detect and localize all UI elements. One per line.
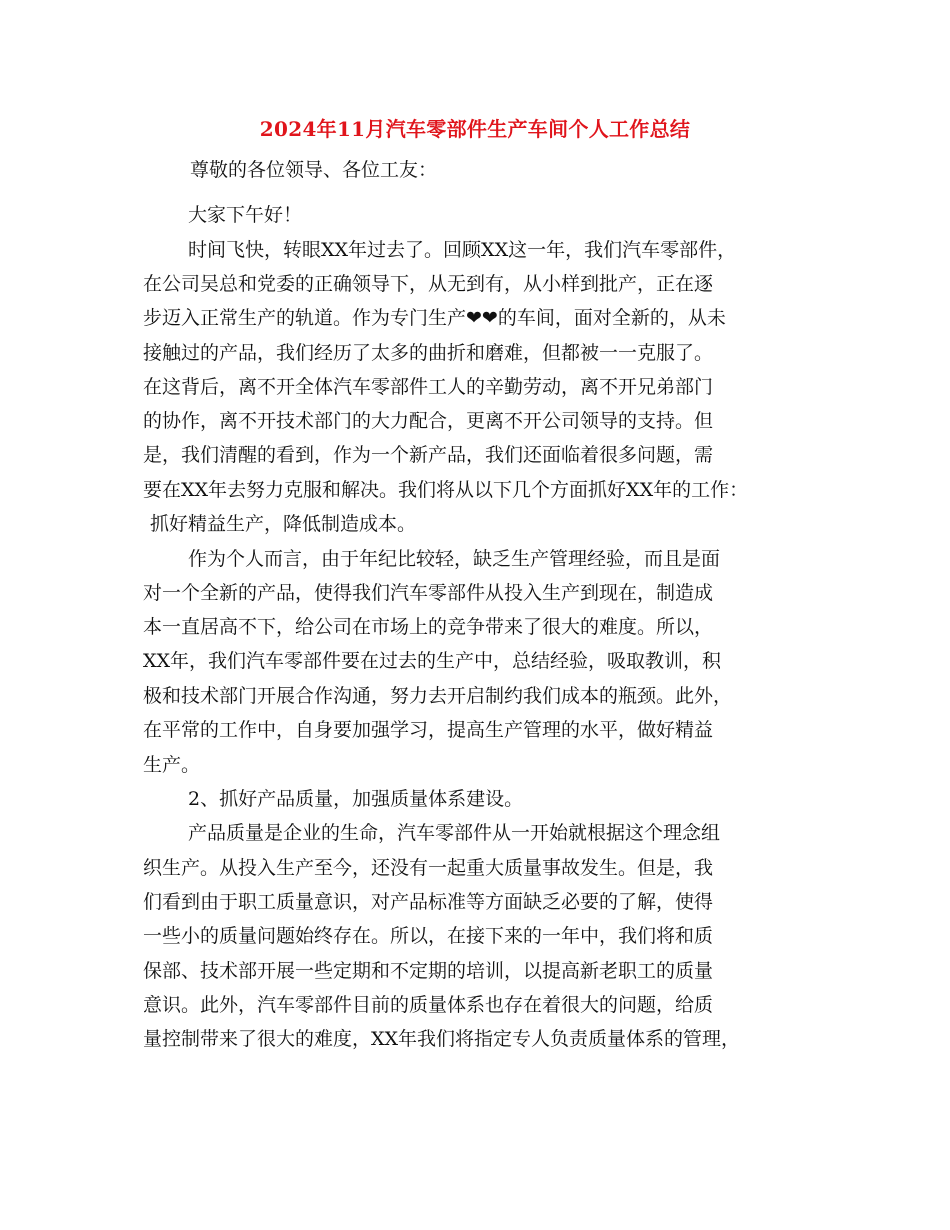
- greeting-line: 大家下午好！: [188, 204, 303, 226]
- paragraph-line: 作为个人而言，由于年纪比较轻，缺乏生产管理经验，而且是面: [188, 548, 721, 570]
- paragraph-line: 在这背后，离不开全体汽车零部件工人的辛勤劳动，离不开兄弟部门: [143, 376, 714, 398]
- paragraph-line: 是，我们清醒的看到，作为一个新产品，我们还面临着很多问题，需: [143, 444, 714, 466]
- paragraph-line: 们看到由于职工质量意识，对产品标准等方面缺乏必要的了解，使得: [143, 891, 714, 913]
- paragraph-line: 本一直居高不下，给公司在市场上的竞争带来了很大的难度。所以，: [143, 616, 714, 638]
- section-heading-1: 抓好精益生产，降低制造成本。: [150, 513, 417, 535]
- paragraph-line: 保部、技术部开展一些定期和不定期的培训，以提高新老职工的质量: [143, 960, 714, 982]
- paragraph-line: 的协作，离不开技术部门的大力配合，更离不开公司领导的支持。但: [143, 410, 714, 432]
- paragraph-line: 产品质量是企业的生命，汽车零部件从一开始就根据这个理念组: [188, 822, 721, 844]
- paragraph-line: 量控制带来了很大的难度，XX年我们将指定专人负责质量体系的管理，: [143, 1028, 741, 1050]
- paragraph-line: 对一个全新的产品，使得我们汽车零部件从投入生产到现在，制造成: [143, 582, 714, 604]
- paragraph-line: 织生产。从投入生产至今，还没有一起重大质量事故发生。但是，我: [143, 857, 714, 879]
- salutation-line: 尊敬的各位领导、各位工友：: [190, 159, 438, 181]
- paragraph-line: 在公司吴总和党委的正确领导下，从无到有，从小样到批产，正在逐: [143, 273, 714, 295]
- section-heading-2: 2、抓好产品质量，加强质量体系建设。: [188, 788, 524, 810]
- paragraph-line: 一些小的质量问题始终存在。所以，在接下来的一年中，我们将和质: [143, 925, 714, 947]
- paragraph-line: XX年，我们汽车零部件要在过去的生产中，总结经验，吸取教训，积: [143, 650, 722, 672]
- paragraph-line: 生产。: [143, 754, 201, 776]
- paragraph-line: 时间飞快，转眼XX年过去了。回顾XX这一年，我们汽车零部件，: [188, 239, 737, 261]
- paragraph-line: 极和技术部门开展合作沟通，努力去开启制约我们成本的瓶颈。此外，: [143, 685, 733, 707]
- paragraph-line: 在平常的工作中，自身要加强学习，提高生产管理的水平，做好精益: [143, 719, 714, 741]
- document-title: 2024年11月汽车零部件生产车间个人工作总结: [259, 117, 691, 141]
- paragraph-line: 要在XX年去努力克服和解决。我们将从以下几个方面抓好XX年的工作：: [143, 479, 749, 501]
- paragraph-line: 意识。此外，汽车零部件目前的质量体系也存在着很大的问题，给质: [143, 994, 714, 1016]
- paragraph-line: 步迈入正常生产的轨道。作为专门生产❤❤的车间，面对全新的，从未: [143, 307, 726, 329]
- paragraph-line: 接触过的产品，我们经历了太多的曲折和磨难，但都被一一克服了。: [143, 342, 714, 364]
